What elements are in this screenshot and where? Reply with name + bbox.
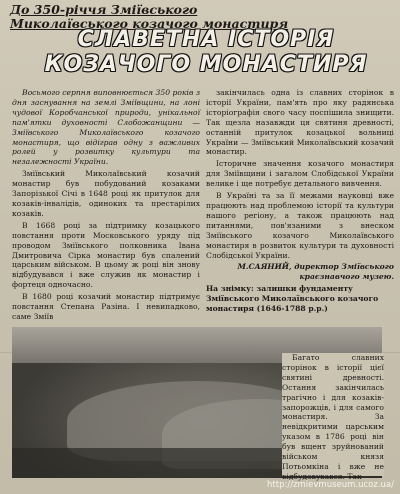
headline-line-1: СЛАВЕТНА ІСТОРІЯ bbox=[77, 27, 335, 52]
kicker-line-2: Миколаївського козачого монастиря bbox=[10, 15, 289, 31]
body-paragraph: Багато славних сторінок в історії цієї святині древності. Остання закінчилась трагічно і для козаків-запорожців, і для самого монастиря. За невідкритими царським указом в 1786 році він був вщент зруйнований військом князя Потьомкіна і вже не відбудовувався. Так bbox=[282, 353, 384, 481]
right-text-column bbox=[206, 88, 394, 338]
left-text-column bbox=[12, 88, 200, 346]
body-paragraph: В 1668 році за підтримку козацького повстання проти Московського уряду під проводом Зміївського полковника Івана Дмитровича Сірка монастир був спалений царським військом. В цьому ж році він знову відбудувався і вже служив як монастир і фортеця одночасно. bbox=[12, 220, 200, 290]
anniversary-kicker bbox=[10, 3, 396, 30]
photo-caption: На знімку: залишки фундаменту Зміївського Миколаївського козачого монастиря (1646-1788 р.р.) bbox=[206, 284, 379, 314]
article-headline bbox=[36, 27, 376, 78]
wrapped-text-column bbox=[282, 353, 384, 481]
headline-line-2: КОЗАЧОГО МОНАСТИРЯ bbox=[44, 52, 368, 77]
lead-paragraph: Восьмого серпня виповнюється 350 років з дня заснування на землі Зміївщини, на лоні чудової Коробчанської природи, унікальної пам'ятки духовності Слобожанщини — Зміївського Миколаївського козачого монастиря, що відіграв одну з важливих ролей у розвитку культури та незалежності України. bbox=[12, 88, 200, 167]
body-paragraph: Зміївський Миколаївський козачий монастир був побудований козаками Запорізької Січі в 1648 році як притулок для козаків-інвалідів, одиноких та престарілих козаків. bbox=[12, 169, 200, 218]
source-url: http://zmievmuseum.ucoz.ua/ bbox=[267, 480, 394, 490]
body-paragraph: закінчилась одна із славних сторінок в історії України, пам'ять про яку радянська історіографія свого часу поспішила знищити. Так щезла назавжди ця святиня древності, останній притулок козацької вольниці України — Зміївський Миколаївський козачий монастир. bbox=[206, 88, 394, 157]
body-paragraph: Історичне значення козачого монастиря для Зміївщини і загалом Слобідської України велике і ще потребує детального вивчення. bbox=[206, 159, 394, 189]
kicker-line-1: До 350-річчя Зміївського bbox=[10, 2, 198, 17]
body-paragraph: В Україні та за її межами науковці вже працюють над проблемою історії та культури нашого регіону, а також працюють над питаннями, пов'язаними з внеском Зміївського козачого Миколаївського монастиря в розвиток культури та духовності Слобідської України. bbox=[206, 191, 394, 260]
author-signature: М.САЯНИЙ, директор Зміївського краєзнавчого музею. bbox=[237, 262, 394, 282]
body-paragraph: В 1680 році козачий монастир підтримує повстання Степана Разіна. І невипадково, саме Зміїв bbox=[12, 292, 200, 321]
